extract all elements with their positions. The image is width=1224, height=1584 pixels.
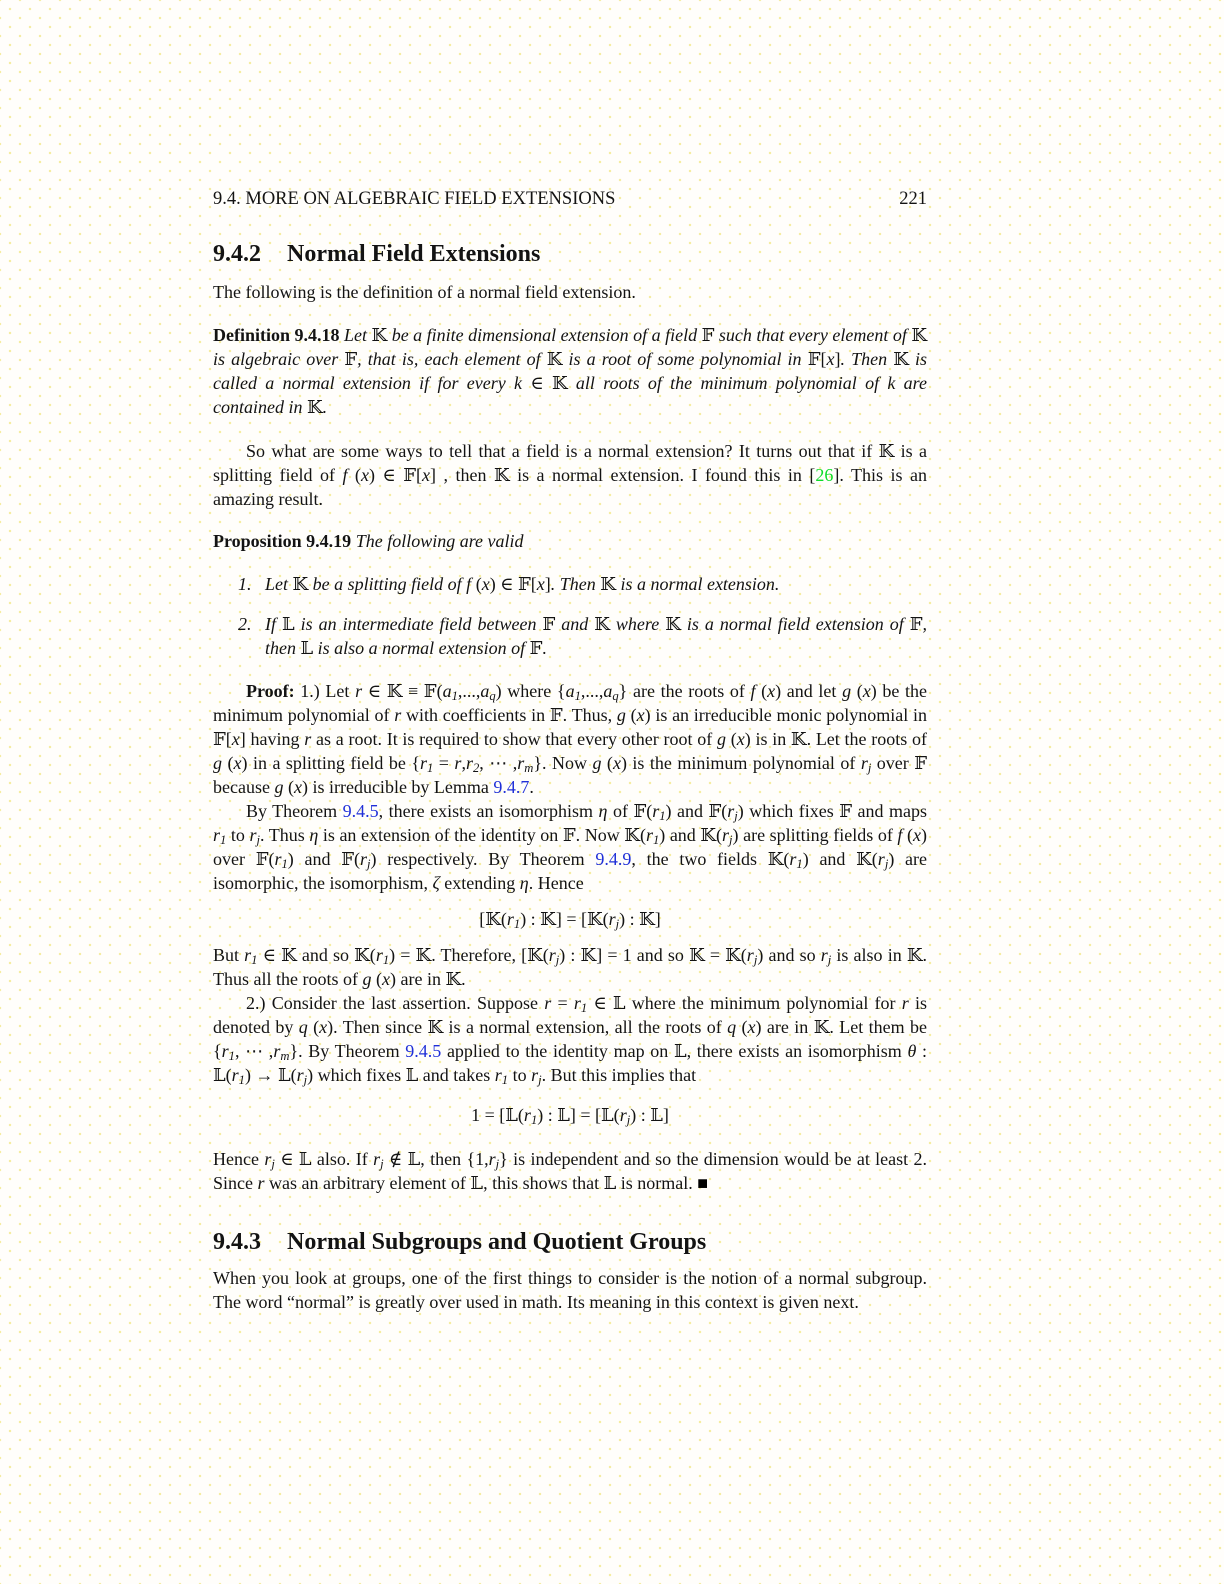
text-run: q: [489, 689, 496, 704]
text-run: j: [271, 1157, 275, 1172]
text-run: ζ: [432, 873, 440, 893]
text-run: When you look at groups, one of the first things to consider is the notion of a normal subgroup. The word “normal” is greatly over used in math. Its meaning in this context is given next.: [213, 1268, 927, 1312]
text-run: q: [612, 689, 619, 704]
text-run: 1: [427, 761, 434, 776]
text-run: r: [355, 681, 363, 701]
text-run: By Theorem: [246, 801, 343, 821]
text-run: where: [609, 614, 666, 634]
section-title: Normal Field Extensions: [287, 241, 541, 267]
text-run: x: [767, 681, 776, 701]
text-run: ) are isomorphic, the isomorphism,: [213, 849, 928, 893]
text-run: m: [280, 1049, 290, 1064]
theorem-ref-link[interactable]: 9.4.9: [595, 849, 632, 869]
theorem-ref-link[interactable]: 9.4.7: [493, 777, 530, 797]
text-run: 2.) Consider the last assertion. Suppose: [246, 993, 545, 1013]
text-run: is also in 𝕂. Thus all the roots of: [213, 945, 927, 989]
text-run: r: [877, 849, 885, 869]
text-run: ∈ 𝕂 ≡ 𝔽(: [362, 681, 443, 701]
text-run: r: [494, 1065, 502, 1085]
section-number: 9.4.2: [213, 241, 261, 267]
text-run: 𝕂: [911, 325, 928, 345]
text-run: , the two fields 𝕂(: [631, 849, 790, 869]
text-run: η: [309, 825, 319, 845]
normal-extension-paragraph: [213, 439, 927, 511]
text-run: 𝔽: [542, 614, 556, 634]
text-run: =: [433, 753, 455, 773]
text-run: ]. This is an amazing result.: [213, 465, 928, 509]
page-content: [213, 187, 927, 1314]
text-run: }. By Theorem: [289, 1041, 406, 1061]
text-run: is a normal field extension of: [680, 614, 910, 634]
intro-paragraph: [213, 280, 927, 304]
text-run: ) respectively. By Theorem: [370, 849, 596, 869]
text-run: a: [603, 681, 613, 701]
text-run: such that every element of: [714, 325, 912, 345]
text-run: is a root of some polynomial in: [562, 349, 808, 369]
text-run: ) where {: [495, 681, 566, 701]
text-run: is a splitting field of: [213, 441, 928, 485]
text-run: ) and 𝕂(: [659, 825, 723, 845]
text-run: r: [722, 825, 730, 845]
text-run: . Then: [550, 574, 601, 594]
text-run: 1: [251, 953, 258, 968]
text-run: x: [293, 777, 302, 797]
citation-link[interactable]: 26: [815, 465, 834, 485]
text-run: 𝔽[: [807, 349, 827, 369]
text-run: r: [221, 1041, 229, 1061]
proof-paragraph-2: [213, 799, 927, 895]
text-run: 1: [513, 917, 521, 932]
text-run: r: [488, 1149, 496, 1169]
text-run: r: [608, 909, 616, 929]
text-run: m: [524, 761, 534, 776]
text-run: r: [231, 1065, 239, 1085]
text-run: r: [249, 825, 257, 845]
text-run: ) are in 𝕂.: [389, 969, 466, 989]
text-run: 𝕂: [665, 614, 681, 634]
text-run: ) over 𝔽(: [213, 825, 927, 869]
text-run: x: [233, 753, 242, 773]
text-run: ) ∈ 𝔽[: [368, 465, 422, 485]
text-run: , ⋯ ,: [234, 1041, 274, 1061]
text-run: 2: [472, 761, 480, 776]
text-run: 𝕂: [292, 574, 309, 594]
text-run: If: [265, 614, 282, 634]
list-item-1-number: 1.: [238, 574, 252, 594]
text-run: Let: [265, 574, 293, 594]
text-run: j: [626, 1113, 631, 1128]
text-run: ) and so: [757, 945, 821, 965]
text-run: 1: [220, 833, 227, 848]
text-run: ). Then since 𝕂 is a normal extension, all the roots of: [327, 1017, 728, 1037]
text-run: x: [231, 729, 240, 749]
text-run: 𝕂: [594, 614, 610, 634]
text-run: x: [536, 574, 545, 594]
text-run: r: [274, 849, 282, 869]
text-run: 1 = [𝕃(: [471, 1105, 524, 1125]
text-run: 𝔽: [529, 638, 543, 658]
section-heading-943: [213, 1227, 927, 1257]
text-run: j: [256, 833, 260, 848]
text-run: (: [902, 825, 913, 845]
text-run: 1: [238, 1073, 245, 1088]
page-number: 221: [899, 189, 927, 209]
text-run: is an intermediate field between: [294, 614, 543, 634]
text-run: r: [517, 753, 525, 773]
text-run: r: [454, 753, 462, 773]
text-run: ∈ 𝕂: [530, 373, 568, 393]
text-run: ) is an irreducible monic polynomial in 𝔽[: [213, 705, 927, 749]
text-run: Hence: [213, 1149, 265, 1169]
text-run: (: [307, 1017, 320, 1037]
text-run: ) is the minimum polynomial of: [620, 753, 861, 773]
text-run: r: [465, 753, 473, 773]
text-run: r: [375, 945, 383, 965]
text-run: ∉ 𝕃, then: [383, 1149, 467, 1169]
text-run: ) → 𝕃(: [244, 1065, 297, 1085]
text-run: , then: [265, 614, 928, 658]
text-run: 1: [659, 809, 666, 824]
theorem-ref-link[interactable]: 9.4.5: [405, 1041, 442, 1061]
text-run: 𝕂: [371, 325, 388, 345]
text-run: (: [755, 681, 768, 701]
section-title: Normal Subgroups and Quotient Groups: [287, 1229, 707, 1255]
text-run: 1: [382, 953, 390, 968]
text-run: } is independent and so the dimension would be at least 2. Since: [213, 1149, 928, 1193]
text-run: ) and 𝔽(: [665, 801, 728, 821]
text-run: 𝕂: [878, 441, 895, 461]
text-run: ) are in 𝕂. Let them be {: [213, 1017, 927, 1061]
text-run: 𝕂: [306, 397, 323, 417]
text-run: 1.) Let: [300, 681, 356, 701]
text-run: g: [213, 753, 222, 773]
text-run: ) be the minimum polynomial of: [213, 681, 927, 725]
text-run: x: [862, 681, 871, 701]
text-run: 𝔽: [701, 325, 715, 345]
text-run: 𝕃: [300, 638, 314, 658]
text-run: Definition 9.4.18: [213, 325, 340, 345]
text-run: ) which fixes 𝕃 and takes: [307, 1065, 495, 1085]
text-run: x: [636, 705, 645, 725]
text-run: r: [544, 993, 552, 1013]
proof-paragraph-4: [213, 991, 927, 1087]
text-run: ) : 𝕃]: [630, 1105, 669, 1125]
text-run: q: [298, 1017, 308, 1037]
text-run: x: [612, 753, 621, 773]
text-run: {1,: [466, 1149, 489, 1169]
section-heading-942: [213, 239, 927, 269]
text-run: (: [371, 969, 382, 989]
text-run: ) : 𝕂] = [𝕂(: [520, 909, 609, 929]
text-run: r: [373, 1149, 381, 1169]
text-run: }. Now: [533, 753, 593, 773]
text-run: r: [304, 729, 312, 749]
text-run: r: [548, 945, 556, 965]
text-run: 𝕂: [546, 349, 563, 369]
text-run: 1: [796, 857, 803, 872]
proof-closing-paragraph: [213, 1147, 927, 1195]
text-run: j: [867, 761, 872, 776]
text-run: 1: [451, 689, 458, 704]
text-run: a: [442, 681, 452, 701]
text-run: The following are valid: [355, 531, 524, 551]
text-run: ) = 𝕂. Therefore, [𝕂(: [389, 945, 549, 965]
text-run: 𝕂: [493, 465, 510, 485]
text-run: is denoted by: [213, 993, 927, 1037]
text-run: is called a normal extension if for every k: [213, 349, 927, 393]
text-run: r: [727, 801, 735, 821]
text-run: j: [367, 857, 371, 872]
list-item-1-text: [265, 574, 779, 594]
text-run: (: [725, 729, 737, 749]
text-run: is a normal extension. I found this in [: [509, 465, 816, 485]
list-item-2: [213, 612, 927, 660]
qed-square: ■: [697, 1173, 709, 1193]
text-run: to: [226, 825, 250, 845]
text-run: ∈ 𝕂 and so 𝕂(: [257, 945, 376, 965]
text-run: be a splitting field of: [308, 574, 467, 594]
text-run: η: [519, 873, 529, 893]
text-run: g: [274, 777, 284, 797]
text-run: r: [244, 945, 252, 965]
text-run: (: [347, 465, 361, 485]
text-run: g: [716, 729, 726, 749]
text-run: as a root. It is required to show that every other root of: [311, 729, 717, 749]
proof-paragraph-1: [213, 679, 927, 799]
text-run: ∈ 𝕃 also. If: [274, 1149, 374, 1169]
text-run: 1: [580, 1001, 588, 1016]
text-run: r: [901, 993, 909, 1013]
normal-subgroup-paragraph: [213, 1266, 927, 1314]
text-run: r: [652, 801, 660, 821]
text-run: . Thus: [260, 825, 310, 845]
text-run: with coefficients in 𝔽. Thus,: [401, 705, 617, 725]
text-run: r: [264, 1149, 272, 1169]
text-run: ∈ 𝕃 where the minimum polynomial for: [587, 993, 902, 1013]
text-run: r: [273, 1041, 281, 1061]
text-run: f: [897, 825, 903, 845]
list-item-2-text: [265, 614, 927, 658]
text-run: (: [625, 705, 637, 725]
running-head: [213, 187, 927, 211]
text-run: 1: [228, 1049, 235, 1064]
text-run: r: [746, 945, 754, 965]
text-run: 𝕂: [600, 574, 616, 594]
text-run: : 𝕃(: [213, 1041, 927, 1085]
text-run: 1: [530, 1113, 538, 1128]
text-run: Proposition 9.4.19: [213, 531, 352, 551]
text-run: 𝔽: [909, 614, 923, 634]
text-run: r: [296, 1065, 304, 1085]
definition-9-4-18: [213, 323, 927, 419]
text-run: r: [820, 945, 828, 965]
text-run: j: [555, 953, 560, 968]
text-run: ,...,: [580, 681, 604, 701]
text-run: j: [734, 809, 738, 824]
text-run: ) in a splitting field be {: [241, 753, 420, 773]
text-run: ) and let: [775, 681, 843, 701]
text-run: j: [303, 1073, 308, 1088]
text-run: ,: [461, 753, 466, 773]
text-run: is an extension of the identity on 𝔽. Now 𝕂(: [318, 825, 646, 845]
text-run: applied to the identity map on 𝕃, there exists an isomorphism: [441, 1041, 908, 1061]
text-run: } are the roots of: [618, 681, 751, 701]
text-run: ) : 𝕂] = 1 and so 𝕂 = 𝕂(: [559, 945, 747, 965]
text-run: , there exists an isomorphism: [378, 801, 599, 821]
text-run: r: [394, 705, 402, 725]
text-run: r: [645, 825, 653, 845]
text-run: [𝕂(: [479, 909, 507, 929]
text-run: 𝕃: [281, 614, 295, 634]
text-run: over 𝔽 because: [213, 753, 928, 797]
proof-paragraph-3: [213, 943, 927, 991]
text-run: =: [551, 993, 574, 1013]
text-run: 1: [652, 833, 660, 848]
text-run: r: [573, 993, 581, 1013]
text-run: x: [422, 465, 430, 485]
text-run: r: [523, 1105, 531, 1125]
list-item-2-number: 2.: [238, 614, 252, 634]
text-run: x: [381, 969, 390, 989]
text-run: all roots of the minimum polynomial of k are contained in: [213, 373, 927, 417]
text-run: j: [495, 1157, 500, 1172]
text-run: x: [360, 465, 369, 485]
text-run: (: [222, 753, 234, 773]
text-run: (: [851, 681, 863, 701]
text-run: r: [257, 1173, 265, 1193]
text-run: So what are some ways to tell that a field is a normal extension? It turns out that if: [246, 441, 879, 461]
text-run: x: [736, 729, 745, 749]
text-run: ) is in 𝕂. Let the roots of: [744, 729, 927, 749]
text-run: The following is the definition of a normal field extension.: [213, 282, 636, 302]
text-run: to: [508, 1065, 532, 1085]
text-run: Proof:: [246, 681, 301, 701]
text-run: j: [827, 953, 832, 968]
text-run: q: [727, 1017, 737, 1037]
text-run: . But this implies that: [541, 1065, 697, 1085]
text-run: x: [913, 825, 921, 845]
text-run: extending: [439, 873, 520, 893]
text-run: r: [360, 849, 368, 869]
text-run: η: [598, 801, 608, 821]
section-number: 9.4.3: [213, 1229, 261, 1255]
text-run: of 𝔽(: [607, 801, 653, 821]
text-run: is also a normal extension of: [313, 638, 530, 658]
text-run: 1: [501, 1073, 509, 1088]
text-run: ) and 𝔽(: [287, 849, 361, 869]
text-run: ] having: [239, 729, 305, 749]
text-run: was an arbitrary element of 𝕃, this shows that 𝕃 is normal.: [264, 1173, 698, 1193]
text-run: r: [213, 825, 221, 845]
text-run: and: [555, 614, 595, 634]
text-run: θ: [907, 1041, 917, 1061]
list-item-1: [213, 572, 927, 596]
text-run: be a finite dimensional extension of a field: [387, 325, 702, 345]
text-run: j: [753, 953, 758, 968]
theorem-ref-link[interactable]: 9.4.5: [342, 801, 379, 821]
text-run: (: [601, 753, 613, 773]
text-run: f: [342, 465, 348, 485]
text-run: j: [538, 1073, 542, 1088]
text-run: r: [419, 753, 427, 773]
text-run: (: [283, 777, 294, 797]
text-run: (: [736, 1017, 748, 1037]
text-run: ) are splitting fields of: [732, 825, 898, 845]
text-run: Let: [344, 325, 372, 345]
text-run: r: [860, 753, 868, 773]
text-run: j: [884, 857, 889, 872]
text-run: r: [531, 1065, 539, 1085]
text-run: is algebraic over: [213, 349, 345, 369]
text-run: is a normal extension.: [615, 574, 780, 594]
text-run: ) and 𝕂(: [802, 849, 878, 869]
text-run: ]: [544, 574, 551, 594]
text-run: x: [319, 1017, 328, 1037]
display-equation-2: [213, 1103, 927, 1127]
text-run: x: [826, 349, 835, 369]
text-run: .: [529, 777, 534, 797]
display-equation-1: [213, 907, 927, 931]
text-run: g: [592, 753, 602, 773]
text-run: .: [322, 397, 328, 417]
text-run: ] , then: [430, 465, 494, 485]
text-run: x: [481, 574, 490, 594]
text-run: But: [213, 945, 245, 965]
text-run: (: [471, 574, 482, 594]
text-run: . Hence: [528, 873, 584, 893]
text-run: 𝕂: [893, 349, 909, 369]
text-run: 1: [281, 857, 288, 872]
text-run: a: [480, 681, 490, 701]
text-run: , that is, each element of: [357, 349, 547, 369]
text-run: ) : 𝕂]: [619, 909, 661, 929]
text-run: g: [616, 705, 626, 725]
text-run: . Then: [840, 349, 894, 369]
text-run: j: [729, 833, 733, 848]
proposition-9-4-19: [213, 529, 927, 553]
text-run: r: [789, 849, 797, 869]
text-run: r: [506, 909, 514, 929]
text-run: ) : 𝕃] = [𝕃(: [537, 1105, 620, 1125]
text-run: .: [542, 638, 547, 658]
text-run: ) ∈ 𝔽[: [489, 574, 537, 594]
text-run: a: [565, 681, 575, 701]
text-run: , ⋯ ,: [479, 753, 518, 773]
running-head-title: 9.4. MORE ON ALGEBRAIC FIELD EXTENSIONS: [213, 189, 616, 209]
text-run: ,...,: [457, 681, 481, 701]
text-run: x: [747, 1017, 756, 1037]
text-run: g: [842, 681, 852, 701]
text-run: ]: [834, 349, 841, 369]
text-run: f: [466, 574, 472, 594]
text-run: ) which fixes 𝔽 and maps: [737, 801, 927, 821]
text-run: j: [615, 917, 620, 932]
text-run: j: [380, 1157, 384, 1172]
text-run: 1: [574, 689, 581, 704]
text-run: r: [619, 1105, 627, 1125]
text-run: 𝔽: [344, 349, 358, 369]
text-run: f: [750, 681, 756, 701]
text-run: g: [362, 969, 372, 989]
text-run: ) is irreducible by Lemma: [301, 777, 494, 797]
